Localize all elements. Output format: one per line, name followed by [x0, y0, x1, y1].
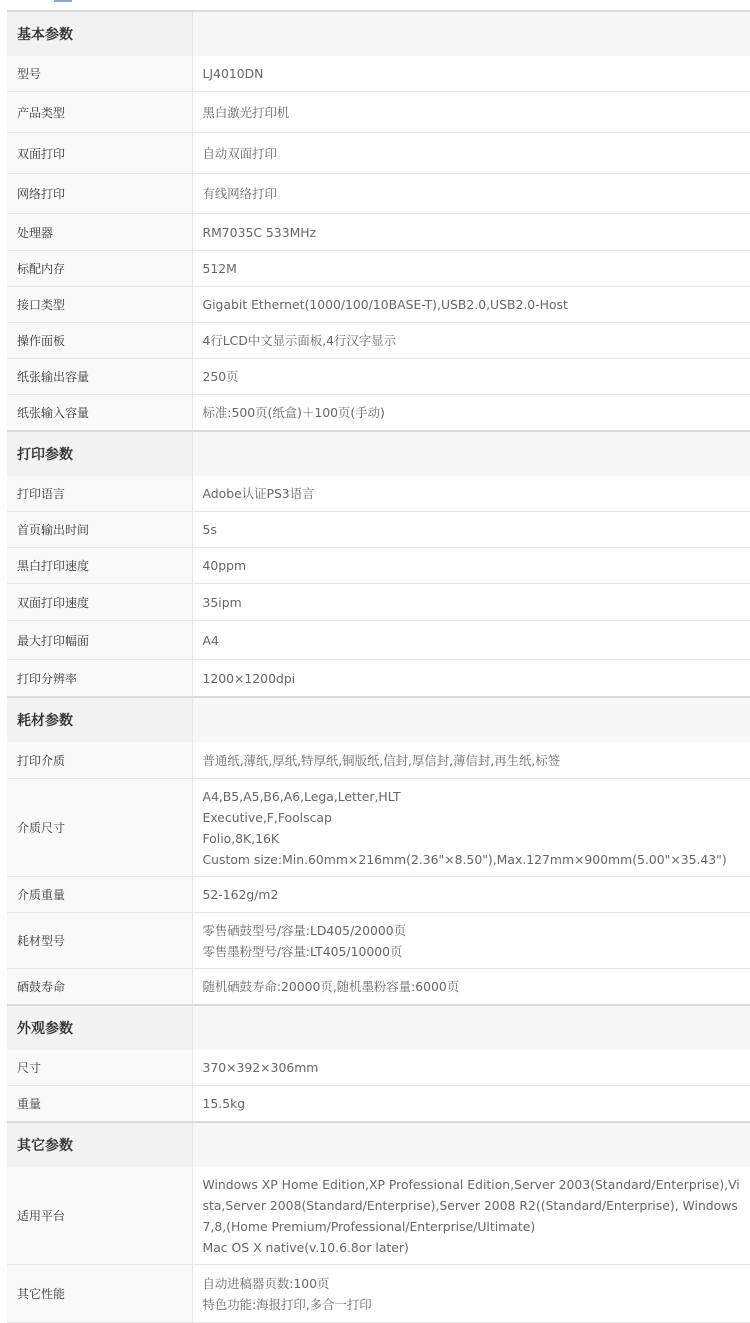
section-header: [7, 1005, 750, 1050]
section-title: 打印参数: [7, 431, 192, 476]
spec-row: [7, 92, 750, 133]
spec-value: [192, 779, 750, 877]
spec-value-line: 512M: [202, 261, 237, 276]
section-header-filler: [192, 697, 750, 742]
spec-value-line: 零售硒鼓型号/容量:LD405/20000页: [202, 922, 407, 938]
spec-value-line: 250页: [202, 369, 239, 384]
spec-label: 其它性能: [7, 1265, 192, 1323]
spec-row: [7, 251, 750, 287]
spec-row: [7, 359, 750, 395]
spec-value: [192, 1265, 750, 1323]
spec-label: 介质尺寸: [7, 779, 192, 877]
spec-value: [192, 56, 750, 92]
spec-value-line: A4: [202, 632, 219, 648]
spec-value: [192, 969, 750, 1006]
spec-row: [7, 56, 750, 92]
spec-row: [7, 877, 750, 913]
spec-label: 网络打印: [7, 174, 192, 214]
spec-value-line: Gigabit Ethernet(1000/100/10BASE-T),USB2.0,USB2.0-Host: [202, 297, 568, 312]
spec-value-line: LJ4010DN: [202, 66, 264, 81]
spec-value: [192, 133, 750, 174]
spec-label: 接口类型: [7, 287, 192, 323]
spec-label: 硒鼓寿命: [7, 969, 192, 1006]
spec-row: [7, 969, 750, 1006]
spec-value-line: 35ipm: [202, 594, 242, 610]
spec-label: 打印分辨率: [7, 660, 192, 698]
spec-value-line: 标准:500页(纸盒)＋100页(手动): [202, 405, 385, 420]
spec-row: [7, 174, 750, 214]
spec-row: [7, 1050, 750, 1086]
spec-value: [192, 584, 750, 621]
spec-label: 重量: [7, 1086, 192, 1123]
spec-value: [192, 660, 750, 698]
spec-value: [192, 214, 750, 251]
spec-row: [7, 476, 750, 512]
spec-row: [7, 1265, 750, 1323]
spec-row: [7, 133, 750, 174]
spec-value: [192, 359, 750, 395]
spec-row: [7, 621, 750, 660]
spec-value-line: 普通纸,薄纸,厚纸,特厚纸,铜版纸,信封,厚信封,薄信封,再生纸,标签: [202, 752, 561, 768]
spec-label: 双面打印速度: [7, 584, 192, 621]
section-header-filler: [192, 1122, 750, 1167]
spec-row: [7, 512, 750, 548]
spec-label: 打印介质: [7, 742, 192, 779]
spec-row: [7, 548, 750, 584]
spec-label: 适用平台: [7, 1167, 192, 1265]
section-header: [7, 11, 750, 56]
spec-value: [192, 476, 750, 512]
spec-label: 尺寸: [7, 1050, 192, 1086]
section-title: 基本参数: [7, 11, 192, 56]
spec-value-line: 自动双面打印: [202, 145, 277, 161]
spec-label: 最大打印幅面: [7, 621, 192, 660]
spec-label: 标配内存: [7, 251, 192, 287]
spec-value: [192, 548, 750, 584]
spec-label: 首页输出时间: [7, 512, 192, 548]
spec-row: [7, 742, 750, 779]
spec-row: [7, 323, 750, 359]
spec-row: [7, 1086, 750, 1123]
spec-value-line: 40ppm: [202, 558, 247, 573]
spec-label: 纸张输出容量: [7, 359, 192, 395]
spec-value-line: 4行LCD中文显示面板,4行汉字显示: [202, 333, 396, 348]
spec-value-line: Mac OS X native(v.10.6.8or later): [202, 1239, 409, 1255]
spec-value: [192, 913, 750, 969]
spec-value-line: 零售墨粉型号/容量:LT405/10000页: [202, 943, 403, 959]
spec-value-line: 15.5kg: [202, 1096, 246, 1111]
spec-label: 产品类型: [7, 92, 192, 133]
section-header: [7, 697, 750, 742]
spec-value: [192, 621, 750, 660]
spec-value: [192, 251, 750, 287]
spec-value-line: Windows XP Home Edition,XP Professional Edition,Server 2003(Standard/Enterprise),Vista,Server 2008(Standard/Enterprise),Server 2008 R2((Standard/Enterprise), Windows7,8,(Home Premium/Professional/Enterprise/Ultimate): [202, 1176, 740, 1234]
spec-row: [7, 214, 750, 251]
spec-label: 耗材型号: [7, 913, 192, 969]
spec-value-line: Custom size:Min.60mm×216mm(2.36"×8.50"),Max.127mm×900mm(5.00"×35.43"): [202, 851, 727, 867]
spec-value-line: 5s: [202, 522, 217, 537]
spec-value-line: 特色功能:海报打印,多合一打印: [202, 1296, 372, 1312]
spec-value-line: 黑白激光打印机: [202, 104, 290, 120]
top-accent-line: [54, 0, 72, 2]
spec-value-line: 52-162g/m2: [202, 887, 279, 902]
spec-value: [192, 1086, 750, 1123]
spec-value: [192, 323, 750, 359]
section-header-filler: [192, 431, 750, 476]
spec-value: [192, 287, 750, 323]
spec-label: 型号: [7, 56, 192, 92]
spec-value-line: RM7035C 533MHz: [202, 224, 317, 240]
spec-value-line: Executive,F,Foolscap: [202, 809, 332, 825]
spec-row: [7, 913, 750, 969]
spec-row: [7, 395, 750, 432]
spec-value-line: 有线网络打印: [202, 186, 277, 201]
spec-value-line: Folio,8K,16K: [202, 830, 280, 846]
spec-table: [7, 10, 750, 1323]
spec-label: 操作面板: [7, 323, 192, 359]
section-header-filler: [192, 1005, 750, 1050]
spec-label: 双面打印: [7, 133, 192, 174]
spec-label: 打印语言: [7, 476, 192, 512]
spec-value: [192, 742, 750, 779]
spec-table-body: [7, 11, 750, 1323]
spec-value: [192, 174, 750, 214]
spec-value-line: 1200×1200dpi: [202, 670, 296, 686]
spec-value: [192, 877, 750, 913]
spec-value-line: 370×392×306mm: [202, 1060, 319, 1075]
section-header: [7, 1122, 750, 1167]
spec-row: [7, 660, 750, 698]
section-title: 耗材参数: [7, 697, 192, 742]
spec-row: [7, 287, 750, 323]
spec-value-line: 自动进稿器页数:100页: [202, 1275, 330, 1291]
section-header-filler: [192, 11, 750, 56]
spec-row: [7, 1167, 750, 1265]
spec-row: [7, 584, 750, 621]
spec-label: 介质重量: [7, 877, 192, 913]
section-title: 外观参数: [7, 1005, 192, 1050]
section-title: 其它参数: [7, 1122, 192, 1167]
section-header: [7, 431, 750, 476]
spec-row: [7, 779, 750, 877]
spec-label: 纸张输入容量: [7, 395, 192, 432]
spec-value: [192, 512, 750, 548]
spec-value: [192, 92, 750, 133]
spec-value-line: A4,B5,A5,B6,A6,Lega,Letter,HLT: [202, 788, 401, 804]
spec-value-line: 随机硒鼓寿命:20000页,随机墨粉容量:6000页: [202, 979, 460, 994]
spec-value: [192, 1167, 750, 1265]
spec-label: 黑白打印速度: [7, 548, 192, 584]
spec-value-line: Adobe认证PS3语言: [202, 486, 315, 501]
spec-label: 处理器: [7, 214, 192, 251]
spec-value: [192, 1050, 750, 1086]
spec-value: [192, 395, 750, 432]
